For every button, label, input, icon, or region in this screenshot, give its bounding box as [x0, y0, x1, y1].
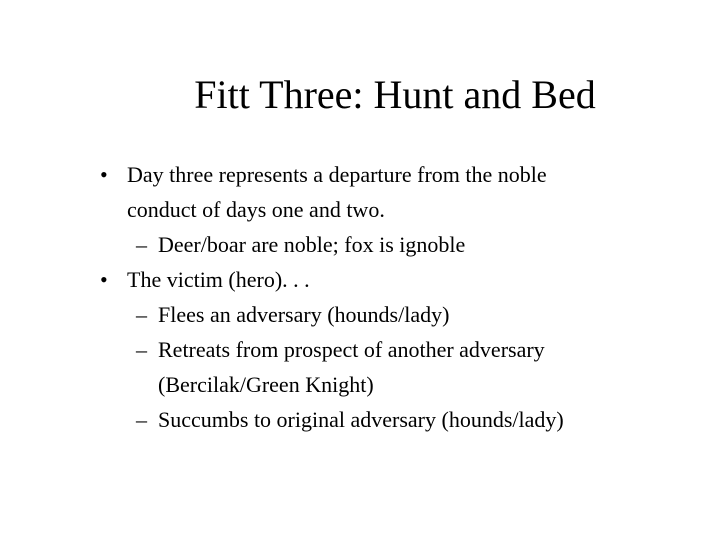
sub-item-text-line: Deer/boar are noble; fox is ignoble — [158, 232, 466, 257]
slide-body — [0, 157, 720, 437]
dash-icon: – — [136, 337, 147, 362]
bullet-item-1-continuation — [0, 192, 720, 227]
bullet-item-1 — [0, 157, 720, 192]
dash-icon: – — [136, 232, 147, 257]
bullet-icon: • — [100, 162, 108, 187]
dash-icon: – — [136, 302, 147, 327]
sub-item-2-2 — [0, 332, 720, 367]
sub-item-text-line: Retreats from prospect of another adversary — [158, 337, 545, 362]
bullet-icon: • — [100, 267, 108, 292]
bullet-text-line: conduct of days one and two. — [127, 197, 385, 222]
sub-item-text-line: Flees an adversary (hounds/lady) — [158, 302, 450, 327]
slide-title: Fitt Three: Hunt and Bed — [194, 72, 596, 117]
sub-item-1-1 — [0, 227, 720, 262]
bullet-item-2 — [0, 262, 720, 297]
dash-icon: – — [136, 407, 147, 432]
bullet-text-line: Day three represents a departure from the noble — [127, 162, 547, 187]
sub-item-text-line: Succumbs to original adversary (hounds/lady) — [158, 407, 564, 432]
bullet-text-line: The victim (hero). . . — [127, 267, 310, 292]
sub-item-text-line: (Bercilak/Green Knight) — [158, 372, 374, 397]
sub-item-2-3 — [0, 402, 720, 437]
sub-item-2-2-continuation — [0, 367, 720, 402]
sub-item-2-1 — [0, 297, 720, 332]
